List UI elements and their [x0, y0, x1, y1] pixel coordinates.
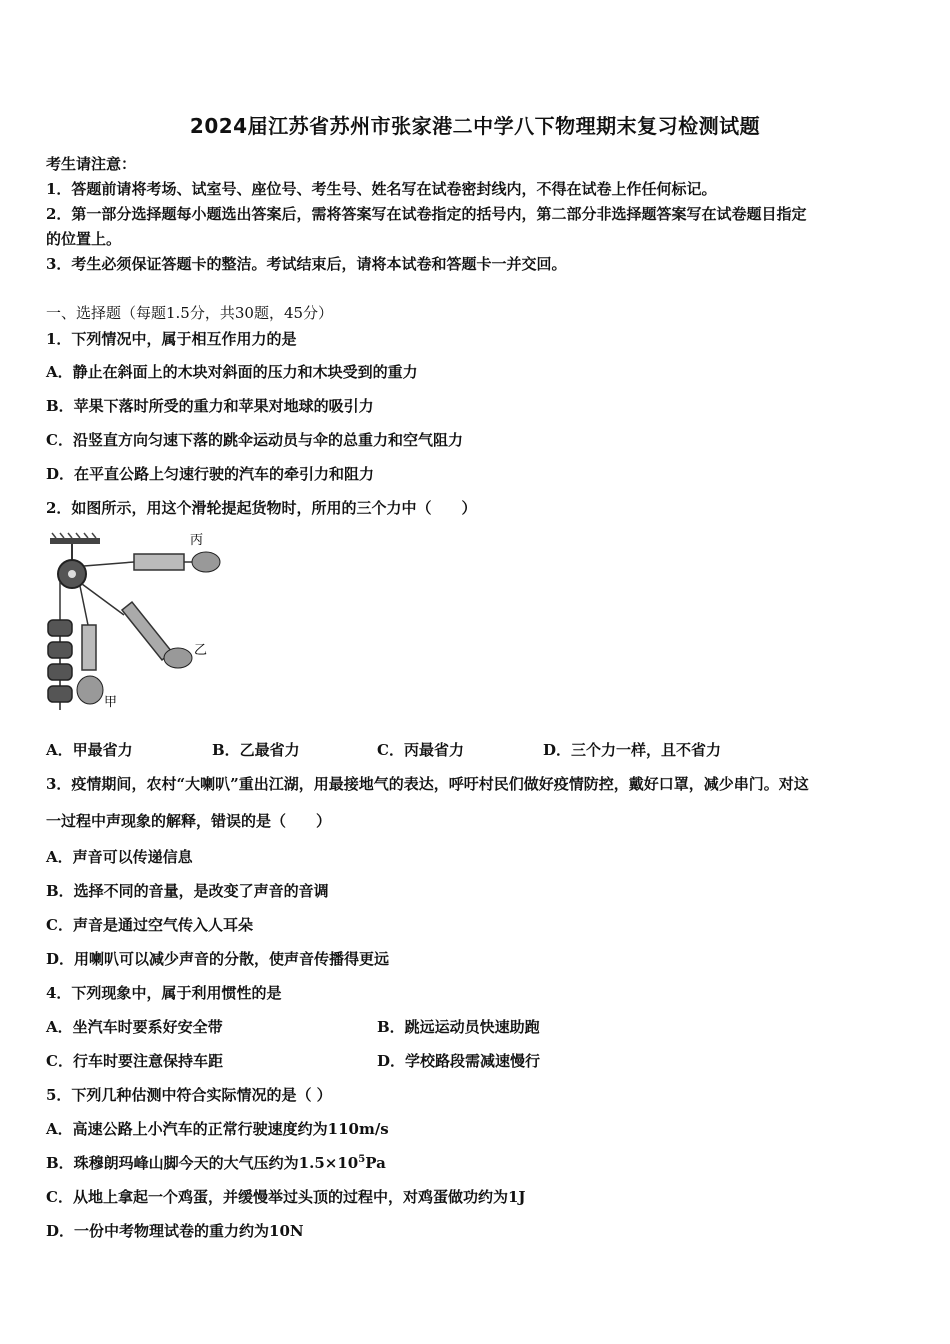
- q5-option-a: A．高速公路上小汽车的正常行驶速度约为110m/s: [46, 1120, 389, 1138]
- notice-item-3: 3．考生必须保证答题卡的整洁。考试结束后，请将本试卷和答题卡一并交回。: [46, 255, 567, 273]
- hand-bing: [192, 552, 220, 572]
- q2-option-b: B．乙最省力: [212, 741, 300, 759]
- ceiling-beam: [50, 538, 100, 544]
- q5-option-b-exponent: 5: [358, 1154, 366, 1165]
- q1-stem: 1．下列情况中，属于相互作用力的是: [46, 330, 297, 348]
- notice-item-1: 1．答题前请将考场、试室号、座位号、考生号、姓名写在试卷密封线内，不得在试卷上作任何标记。: [46, 180, 717, 198]
- q3-option-d: D．用喇叭可以减少声音的分散，使声音传播得更远: [46, 950, 390, 968]
- q5-option-b: [46, 1152, 386, 1173]
- spring-scale-bing: [134, 554, 184, 570]
- notice-item-2: 2．第一部分选择题每小题选出答案后，需将答案写在试卷指定的括号内，第二部分非选择题答案写在试卷题目指定: [46, 205, 807, 223]
- label-bing: 丙: [190, 533, 204, 548]
- notice-item-2-cont: 的位置上。: [46, 230, 122, 248]
- q2-option-d: D．三个力一样，且不省力: [543, 741, 722, 759]
- q4-option-d: D．学校路段需减速慢行: [377, 1052, 541, 1070]
- q4-option-b: B．跳远运动员快速助跑: [377, 1018, 540, 1036]
- q2-option-c: C．丙最省力: [377, 741, 464, 759]
- section-heading: 一、选择题（每题1.5分，共30题，45分）: [46, 304, 334, 322]
- q5-option-d: D．一份中考物理试卷的重力约为10N: [46, 1222, 304, 1240]
- spring-scale-jia: [82, 625, 96, 670]
- q5-option-c: C．从地上拿起一个鸡蛋，并缓慢举过头顶的过程中，对鸡蛋做功约为1J: [46, 1188, 526, 1206]
- page-title: 2024届江苏省苏州市张家港二中学八下物理期末复习检测试题: [189, 114, 761, 138]
- q4-option-c: C．行车时要注意保持车距: [46, 1052, 223, 1070]
- hand-jia: [77, 676, 103, 704]
- label-yi: 乙: [194, 643, 208, 658]
- q2-option-a: A．甲最省力: [46, 741, 133, 759]
- q1-option-a: A．静止在斜面上的木块对斜面的压力和木块受到的重力: [46, 363, 418, 381]
- q1-option-d: D．在平直公路上匀速行驶的汽车的牵引力和阻力: [46, 465, 375, 483]
- q3-option-b: B．选择不同的音量，是改变了声音的音调: [46, 882, 329, 900]
- q3-option-a: A．声音可以传递信息: [46, 848, 193, 866]
- label-jia: 甲: [104, 695, 118, 710]
- spring-scale-yi: [122, 602, 172, 660]
- q5-stem: 5．下列几种估测中符合实际情况的是（ ）: [46, 1086, 332, 1104]
- q5-option-b-unit: Pa: [365, 1154, 386, 1172]
- q1-option-c: C．沿竖直方向匀速下落的跳伞运动员与伞的总重力和空气阻力: [46, 431, 463, 449]
- pulley-figure: [44, 530, 224, 720]
- q3-option-c: C．声音是通过空气传入人耳朵: [46, 916, 253, 934]
- q1-option-b: B．苹果下落时所受的重力和苹果对地球的吸引力: [46, 397, 374, 415]
- notice-heading: 考生请注意：: [46, 155, 137, 173]
- q3-stem-line2: 一过程中声现象的解释，错误的是（ ）: [46, 812, 332, 830]
- hand-yi: [164, 648, 192, 668]
- q3-stem-line1: 3．疫情期间，农村“大喇叭”重出江湖，用最接地气的表达，呼吁村民们做好疫情防控，戴好口罩，减少串门。对这: [46, 775, 809, 793]
- q4-option-a: A．坐汽车时要系好安全带: [46, 1018, 223, 1036]
- q2-stem: 2．如图所示，用这个滑轮提起货物时，所用的三个力中（ ）: [46, 499, 477, 517]
- q4-stem: 4．下列现象中，属于利用惯性的是: [46, 984, 282, 1002]
- q5-option-b-text: B．珠穆朗玛峰山脚今天的大气压约为1.5×10: [46, 1154, 359, 1172]
